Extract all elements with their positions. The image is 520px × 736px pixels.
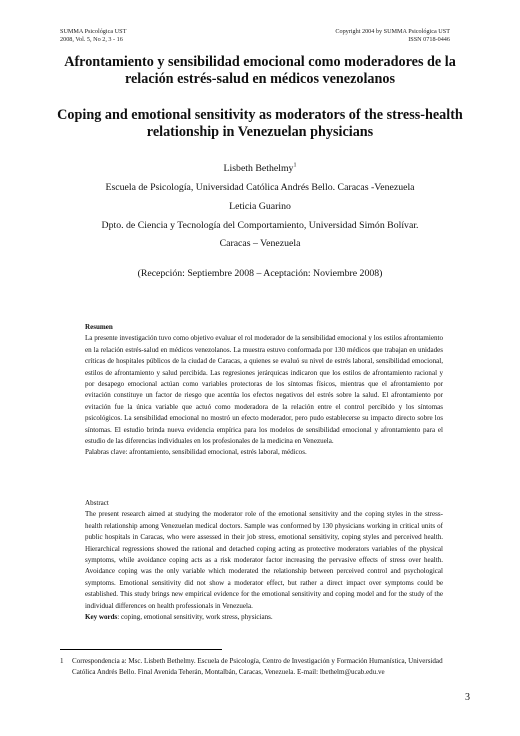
author-1-footnote-mark: 1	[293, 162, 297, 169]
abstract-heading: Abstract	[85, 499, 109, 507]
journal-issue: 2008, Vol. 5, No 2, 3 - 16	[60, 36, 123, 43]
footnote-divider	[60, 649, 222, 650]
title-spanish: Afrontamiento y sensibilidad emocional como moderadores de la relación estrés-salud en médicos venezolanos	[64, 54, 456, 87]
resumen-keywords: Palabras clave: afrontamiento, sensibilidad emocional, estrés laboral, médicos.	[85, 448, 307, 457]
resumen-text: La presente investigación tuvo como objetivo evaluar el rol moderador de la sensibilidad emocional y los estilos afrontamiento en la relación estrés-salud en médicos venezolanos. La muestra estuvo conformada por 130 médicos que trabajan en unidades críticas de hospitales públicos de la ciudad de Caracas, a quienes se evaluó su nivel de estrés laboral, sensibilidad emocional, estilos de afrontamiento y salud percibida. Las regresiones jerárquicas indicaron que los estilos de afrontamiento racional y por desapego emocional actúan como variables protectoras de los síntomas físicos, mientras que el afrontamiento por evitación constituye un factor de riesgo que acentúa los efectos negativos del estrés sobre la salud. El afrontamiento por evitación fue la única variable que actuó como moderadora de la relación entre el control percibido y los síntomas psicológicos. La sensibilidad emocional no mostró un efecto moderador, pero pudo establecerse su impacto directo sobre los síntomas. El estudio brinda nueva evidencia empírica para los modelos de sensibilidad emocional y afrontamiento para el estudio de las diferencias individuales en los profesionales de la medicina en Venezuela.	[85, 334, 443, 446]
author-1-name: Lisbeth Bethelmy	[223, 163, 294, 174]
submission-dates: (Recepción: Septiembre 2008 – Aceptación: Noviembre 2008)	[137, 268, 383, 279]
running-header-right	[335, 28, 450, 44]
page-number: 3	[465, 692, 470, 703]
author-2-city: Caracas – Venezuela	[219, 238, 301, 249]
footnote	[60, 656, 455, 677]
resumen-section	[85, 322, 443, 459]
title-english: Coping and emotional sensitivity as moderators of the stress-health relationship in Venezuelan physicians	[57, 107, 463, 140]
abstract-section	[85, 498, 443, 623]
copyright-line: Copyright 2004 by SUMMA Psicológica UST	[335, 28, 450, 35]
resumen-heading: Resumen	[85, 323, 113, 331]
author-1	[40, 163, 480, 175]
abstract-keywords	[85, 612, 443, 623]
author-2-name: Leticia Guarino	[229, 201, 291, 212]
author-2-affiliation: Dpto. de Ciencia y Tecnología del Comportamiento, Universidad Simón Bolívar.	[101, 220, 419, 231]
keywords-label: Key words	[85, 613, 118, 622]
issn-line: ISSN 0718-0446	[408, 36, 450, 43]
journal-name: SUMMA Psicológica UST	[60, 28, 127, 35]
abstract-text: The present research aimed at studying the moderator role of the emotional sensitivity and the coping styles in the stress-health relationship among Venezuelan medical doctors. Sample was conformed by 130 physicians working in critical units of public hospitals in Caracas, who were assessed in their job stress, emotional sensitivity, coping styles and perceived health. Hierarchical regressions showed the rational and detached coping acting as protective moderators variables of the physical symptoms, while avoidance coping acts as a risk moderator factor increasing the pervasive effects of stress over health. Avoidance coping was the only variable which moderated the relationship between perceived control and psychological symptoms. Emotional sensitivity did not show a moderator effect, but rather a direct impact over symptoms could be established. This study brings new empirical evidence for the emotional sensitivity and coping model and for the study of the individual differences on health professionals in Venezuela.	[85, 510, 443, 610]
footnote-text: Correspondencia a: Msc. Lisbeth Bethelmy. Escuela de Psicología, Centro de Investigación y Formación Humanística, Universidad Católica Andrés Bello. Final Avenida Teherán, Montalbán, Caracas, Venezuela. E-mail: lbethelm@ucab.edu.ve	[72, 657, 443, 676]
running-header-left	[60, 28, 126, 44]
keywords-values: : coping, emotional sensitivity, work stress, physicians.	[117, 613, 273, 622]
author-1-affiliation: Escuela de Psicología, Universidad Católica Andrés Bello. Caracas -Venezuela	[105, 182, 415, 193]
footnote-number: 1	[60, 657, 64, 665]
